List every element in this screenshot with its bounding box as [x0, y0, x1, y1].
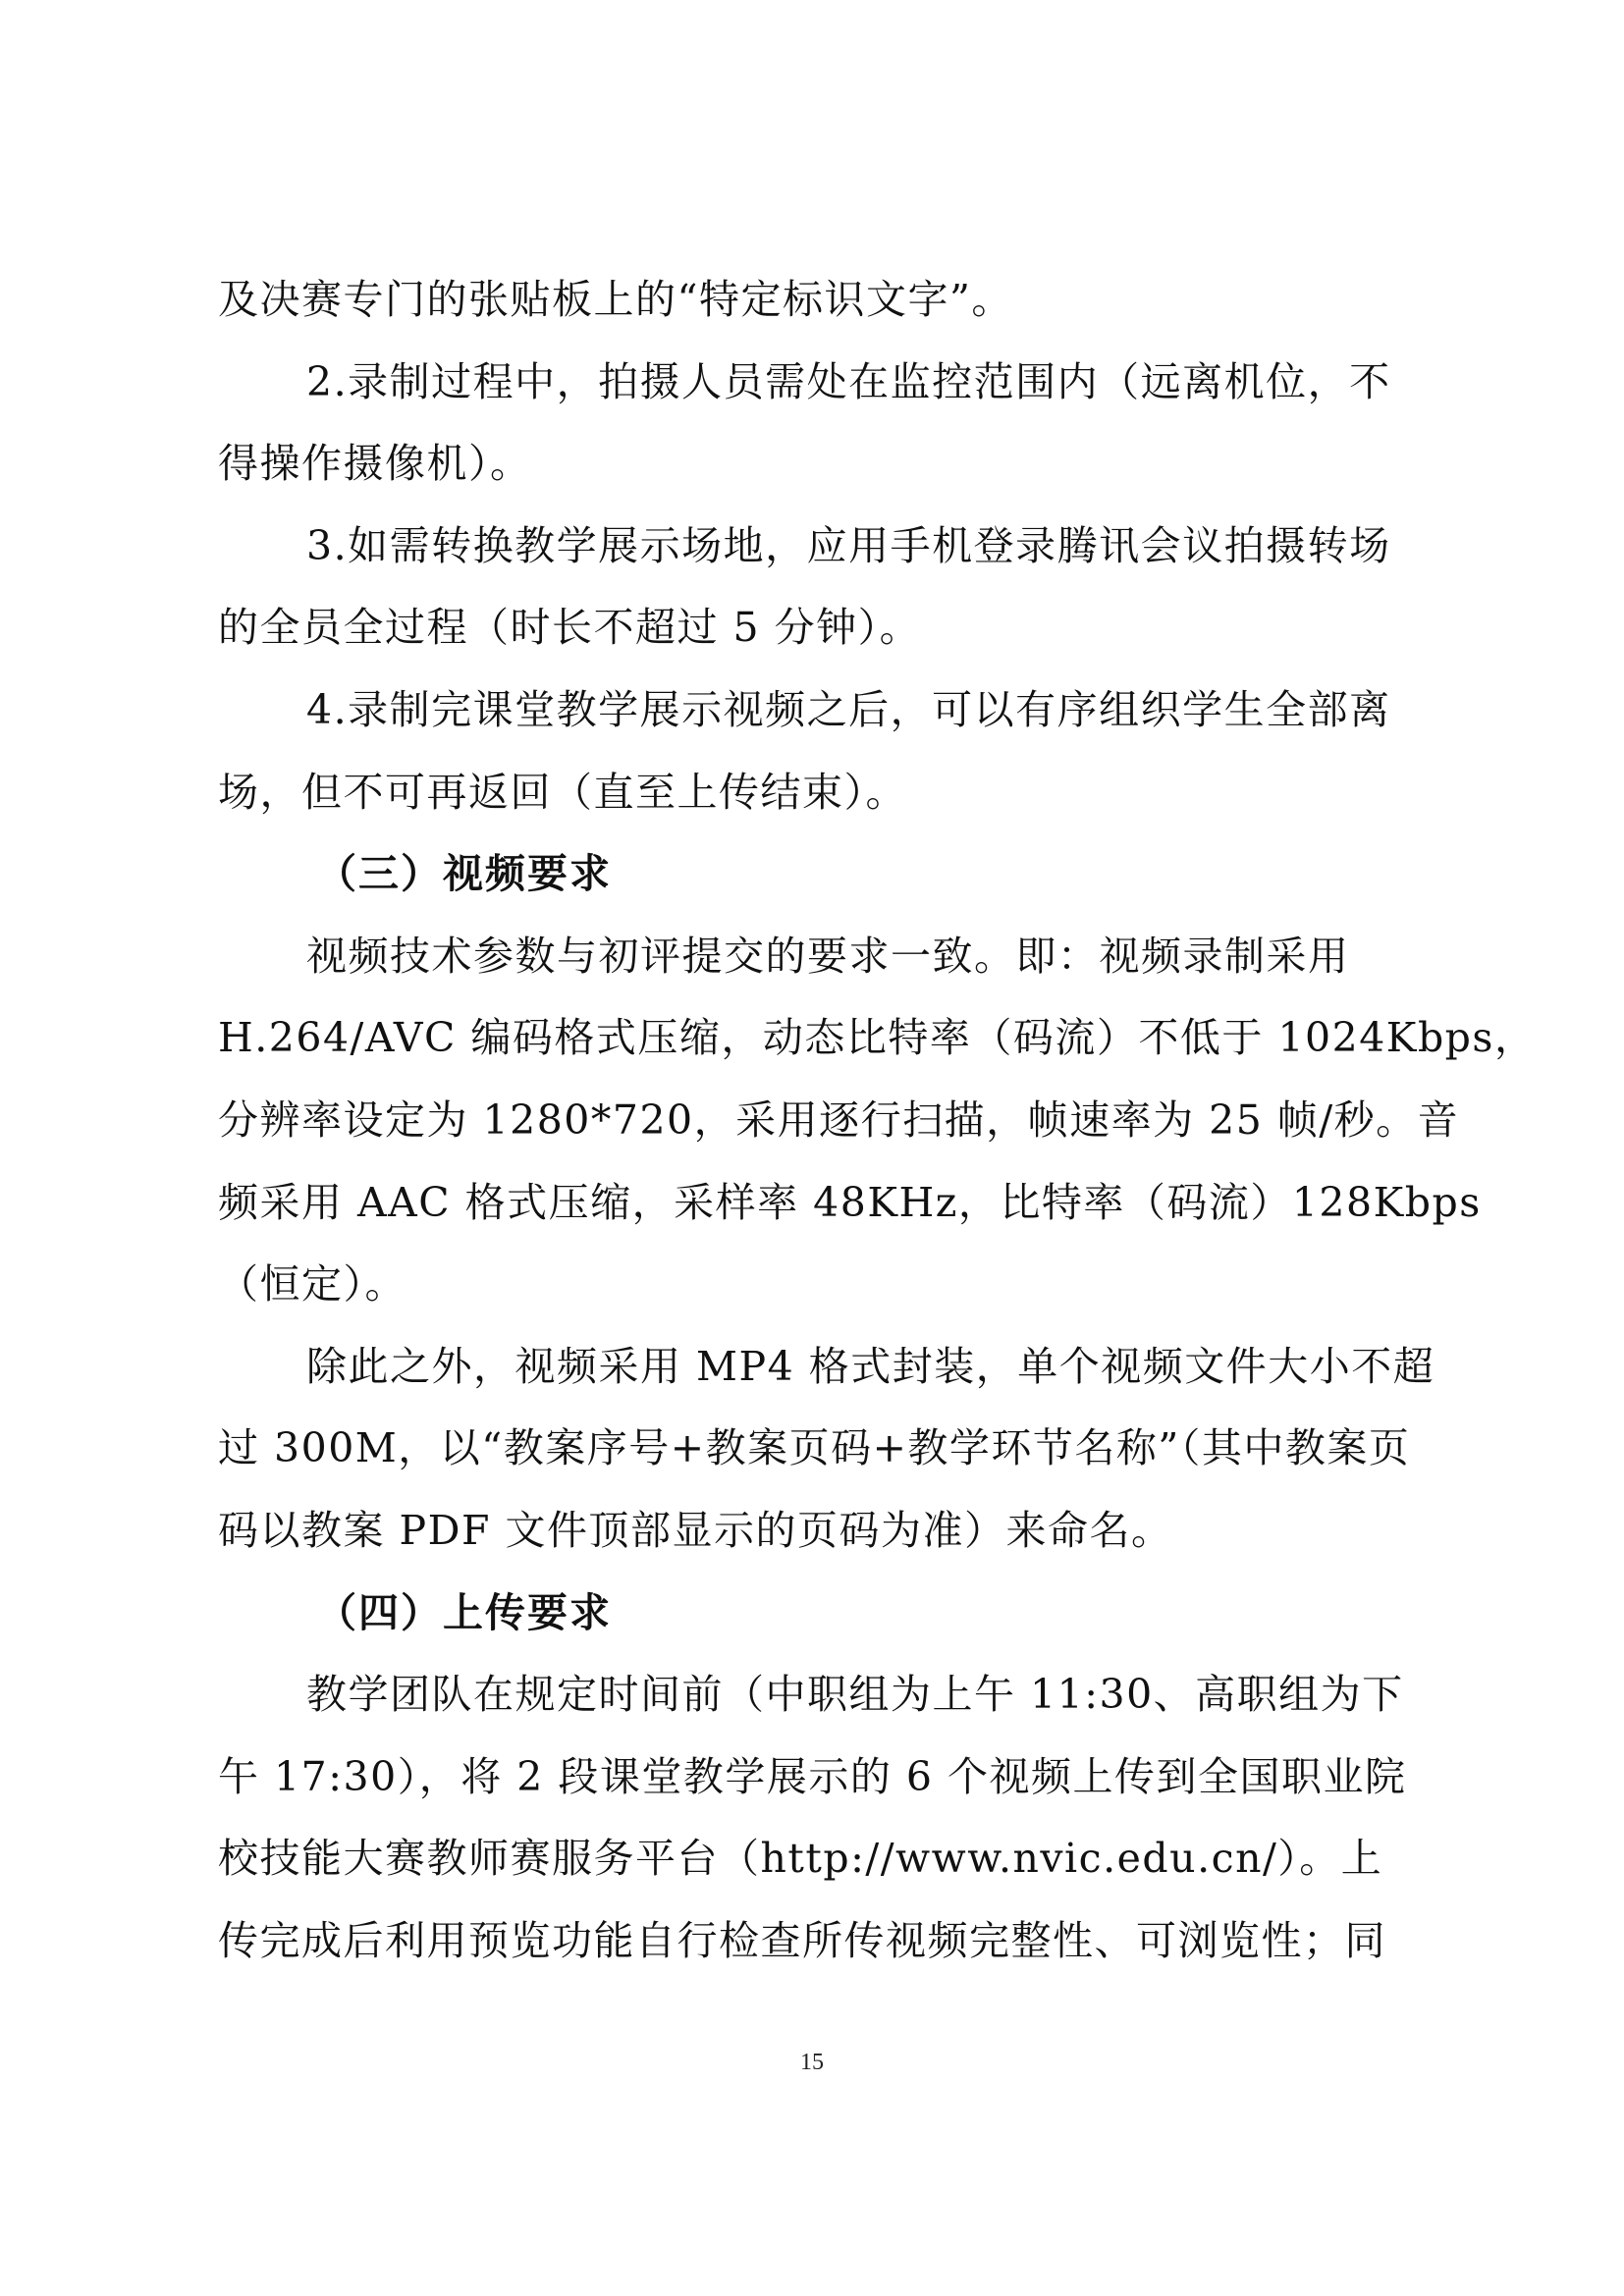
text-line: H.264/AVC 编码格式压缩，动态比特率（码流）不低于 1024Kbps，	[218, 1014, 1537, 1062]
list-item-3: 3.如需转换教学展示场地，应用手机登录腾讯会议拍摄转场	[306, 521, 1391, 569]
page-number: 15	[800, 2050, 824, 2075]
paragraph-start: 除此之外，视频采用 MP4 格式封装，单个视频文件大小不超	[306, 1342, 1435, 1390]
paragraph-start: 教学团队在规定时间前（中职组为上午 11:30、高职组为下	[306, 1671, 1404, 1719]
section-heading-video-requirements: （三）视频要求	[316, 850, 612, 898]
text-line: 传完成后利用预览功能自行检查所传视频完整性、可浏览性；同	[218, 1916, 1386, 1964]
text-line: （恒定）。	[218, 1260, 406, 1308]
text-line: 码以教案 PDF 文件顶部显示的页码为准）来命名。	[218, 1506, 1173, 1554]
text-line-with-url: 校技能大赛教师赛服务平台（http://www.nvic.edu.cn/）。上	[218, 1835, 1383, 1883]
document-page	[218, 259, 1537, 1982]
text-line: 午 17:30），将 2 段课堂教学展示的 6 个视频上传到全国职业院	[218, 1752, 1407, 1800]
text-line: 过 300M，以“教案序号+教案页码+教学环节名称”（其中教案页	[218, 1424, 1411, 1472]
text-line: 分辨率设定为 1280*720，采用逐行扫描，帧速率为 25 帧/秒。音	[218, 1095, 1460, 1144]
text-line: 场，但不可再返回（直至上传结束）。	[218, 768, 907, 816]
text-line: 频采用 AAC 格式压缩，采样率 48KHz，比特率（码流）128Kbps	[218, 1178, 1482, 1226]
text-line: 及决赛专门的张贴板上的“特定标识文字”。	[218, 276, 1013, 323]
list-item-2: 2.录制过程中，拍摄人员需处在监控范围内（远离机位，不	[306, 357, 1391, 405]
text-line: 的全员全过程（时长不超过 5 分钟）。	[218, 604, 922, 652]
paragraph-start: 视频技术参数与初评提交的要求一致。即：视频录制采用	[306, 932, 1350, 980]
text-line: 得操作摄像机）。	[218, 440, 532, 488]
section-heading-upload-requirements: （四）上传要求	[316, 1588, 612, 1636]
list-item-4: 4.录制完课堂教学展示视频之后，可以有序组织学生全部离	[306, 685, 1391, 733]
